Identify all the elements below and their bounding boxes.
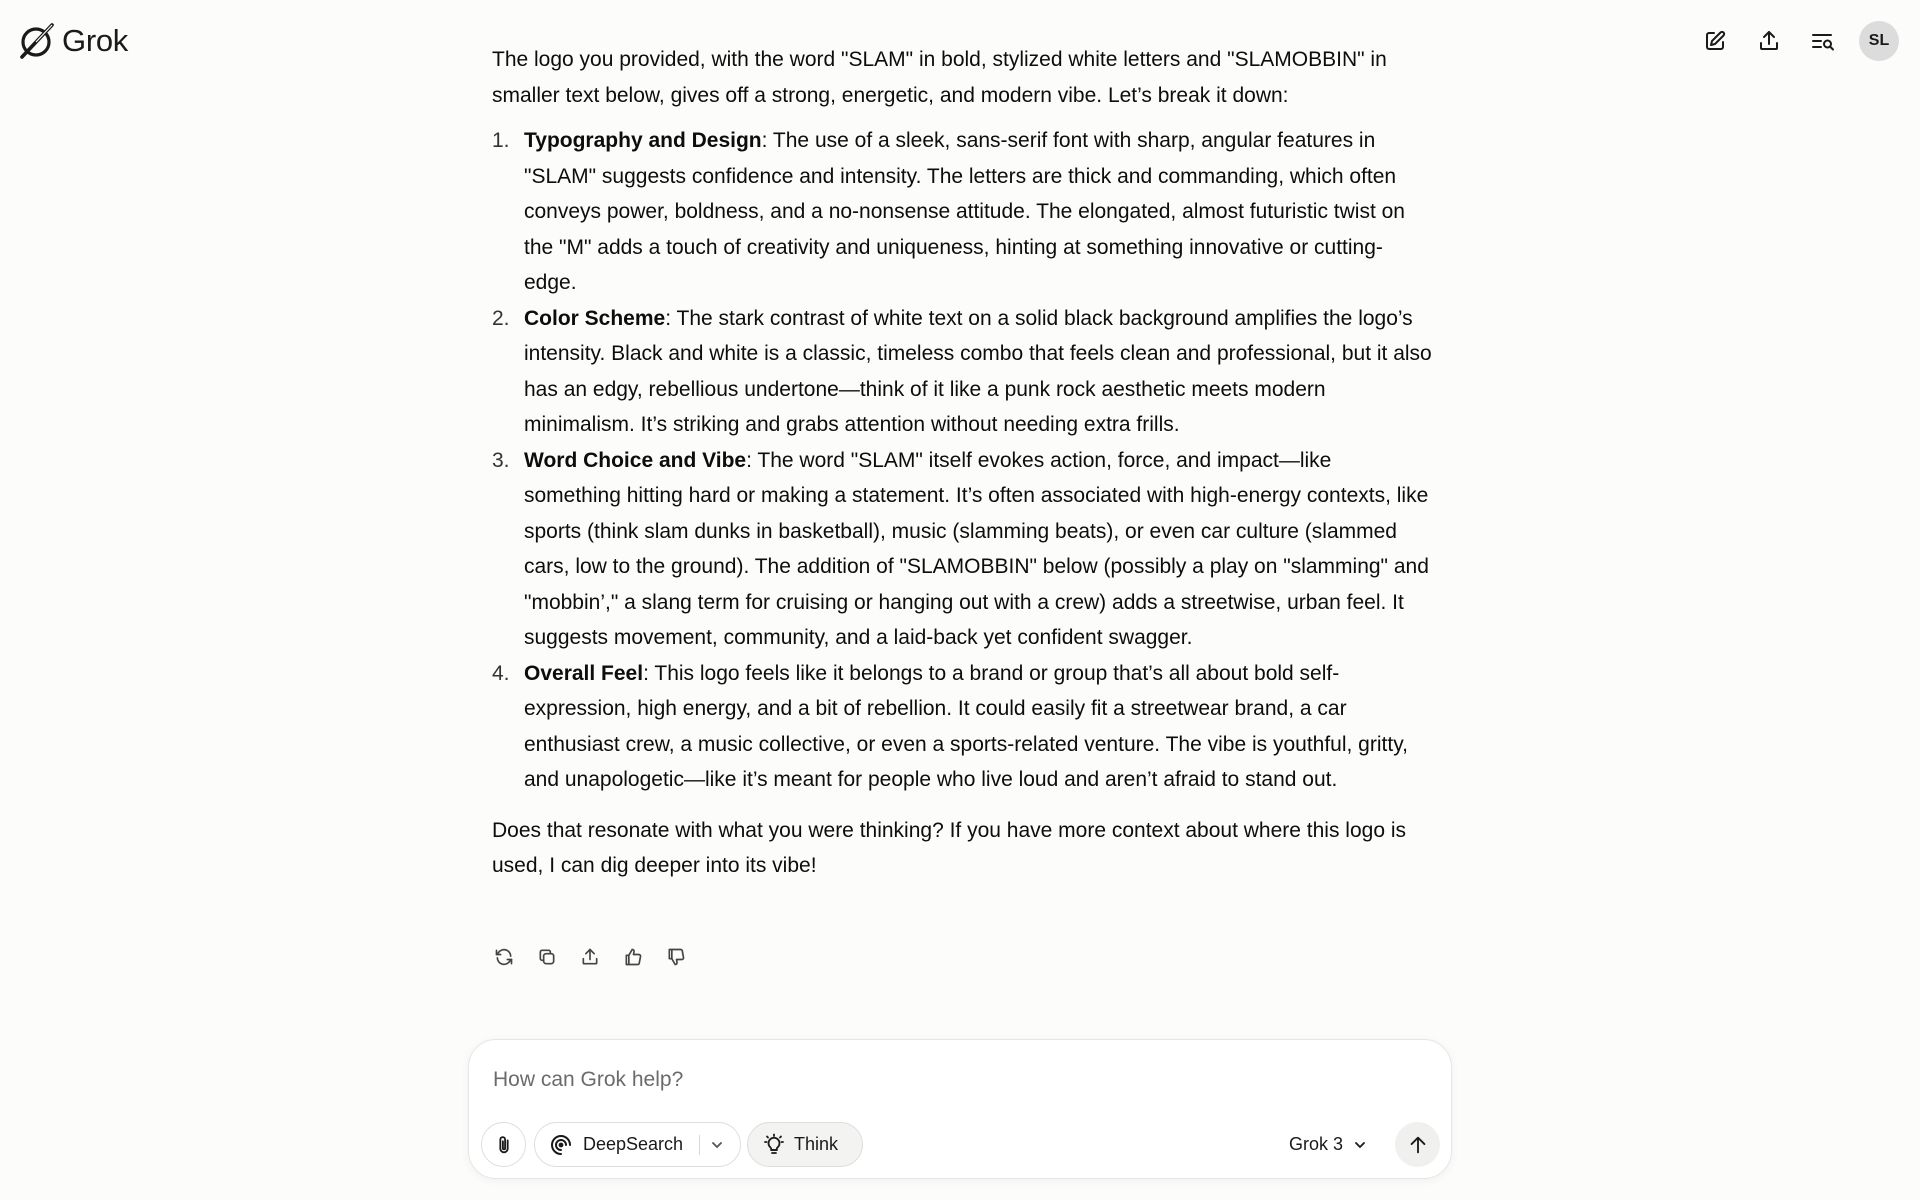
- deepsearch-label: DeepSearch: [583, 1134, 684, 1154]
- top-actions: [1697, 20, 1899, 62]
- thumbs-up-icon: [623, 947, 643, 967]
- point-text: : The word "SLAM" itself evokes action, force, and impact—like something hitting hard or making a statement. It’s often associated with high-energy contexts, like sports (think slam dunks in basketball), music (slamming beats), or even car culture (slammed cars, low to the ground). The addition of "SLAMOBBIN" below (possibly a play on "slamming" and "mobbin’," a slang term for cruising or hanging out with a crew) adds a streetwise, urban feel. It suggests movement, community, and a laid-back yet confident swagger.: [524, 448, 1429, 649]
- chevron-down-icon: [1353, 1138, 1367, 1152]
- share-icon: [1757, 29, 1781, 53]
- avatar[interactable]: SL: [1859, 21, 1899, 61]
- point-text: : This logo feels like it belongs to a brand or group that’s all about bold self-expression, high energy, and a bit of rebellion. It could easily fit a streetwear brand, a car enthusiast crew, a music collective, or even a sports-related venture. The vibe is youthful, gritty, and unapologetic—like it’s meant for people who live loud and aren’t afraid to stand out.: [524, 661, 1408, 791]
- arrow-up-icon: [1407, 1134, 1429, 1156]
- share-icon: [580, 947, 600, 967]
- composer: [468, 1039, 1452, 1179]
- copy-button[interactable]: [532, 942, 562, 972]
- list-item: [492, 301, 1432, 443]
- assistant-message: [492, 42, 1432, 884]
- history-search-icon: [1810, 29, 1836, 53]
- list-item: [492, 656, 1432, 798]
- message-actions: [489, 942, 691, 972]
- copy-icon: [537, 947, 557, 967]
- lightbulb-icon: [762, 1133, 786, 1157]
- point-title: Typography and Design: [524, 129, 762, 152]
- point-title: Overall Feel: [524, 661, 644, 685]
- grok-logo[interactable]: [16, 20, 128, 62]
- model-label: Grok 3: [1289, 1134, 1344, 1154]
- grok-logo-icon: [16, 21, 56, 61]
- point-text: : The use of a sleek, sans-serif font with sharp, angular features in "SLAM" suggests confidence and intensity. The letters are thick and commanding, which often conveys power, boldness, and a no-nonsense attitude. The elongated, almost futuristic twist on the "M" adds a touch of creativity and uniqueness, hinting at something innovative or cutting-edge.: [524, 129, 1405, 294]
- send-button[interactable]: [1395, 1122, 1440, 1167]
- regenerate-button[interactable]: [489, 942, 519, 972]
- list-number: 2.: [492, 306, 510, 330]
- point-title: Color Scheme: [524, 306, 666, 330]
- share-button[interactable]: [1751, 23, 1787, 59]
- list-number: 4.: [492, 661, 510, 685]
- message-intro: The logo you provided, with the word "SLAM" in bold, stylized white letters and "SLAMOBBIN" in smaller text below, gives off a strong, energetic, and modern vibe. Let’s break it down:: [492, 48, 1387, 107]
- like-button[interactable]: [618, 942, 648, 972]
- list-number: 3.: [492, 448, 510, 472]
- think-button[interactable]: [747, 1122, 863, 1167]
- dislike-button[interactable]: [661, 942, 691, 972]
- message-points: [492, 123, 1432, 798]
- app-name: Grok: [62, 23, 128, 58]
- point-text: : The stark contrast of white text on a solid black background amplifies the logo’s intensity. Black and white is a classic, timeless combo that feels clean and professional, but it also has an edgy, rebellious undertone—think of it like a punk rock aesthetic meets modern minimalism. It’s striking and grabs attention without needing extra frills.: [524, 306, 1432, 436]
- chevron-down-icon[interactable]: [710, 1138, 724, 1152]
- attach-button[interactable]: [481, 1122, 526, 1167]
- edit-icon: [1703, 29, 1727, 53]
- point-title: Word Choice and Vibe: [524, 448, 747, 472]
- thumbs-down-icon: [666, 947, 686, 967]
- model-selector[interactable]: [1289, 1122, 1367, 1167]
- divider: [699, 1135, 700, 1155]
- list-number: 1.: [492, 129, 510, 152]
- list-item: [492, 123, 1432, 301]
- paperclip-icon: [493, 1134, 515, 1156]
- deepsearch-button[interactable]: [534, 1122, 741, 1167]
- deepsearch-icon: [549, 1133, 573, 1157]
- history-search-button[interactable]: [1805, 23, 1841, 59]
- new-chat-button[interactable]: [1697, 23, 1733, 59]
- list-item: [492, 443, 1432, 656]
- think-label: Think: [794, 1134, 839, 1154]
- message-closing: Does that resonate with what you were thinking? If you have more context about where this logo is used, I can dig deeper into its vibe!: [492, 818, 1407, 877]
- prompt-input[interactable]: [493, 1060, 1393, 1100]
- refresh-icon: [494, 947, 514, 967]
- share-message-button[interactable]: [575, 942, 605, 972]
